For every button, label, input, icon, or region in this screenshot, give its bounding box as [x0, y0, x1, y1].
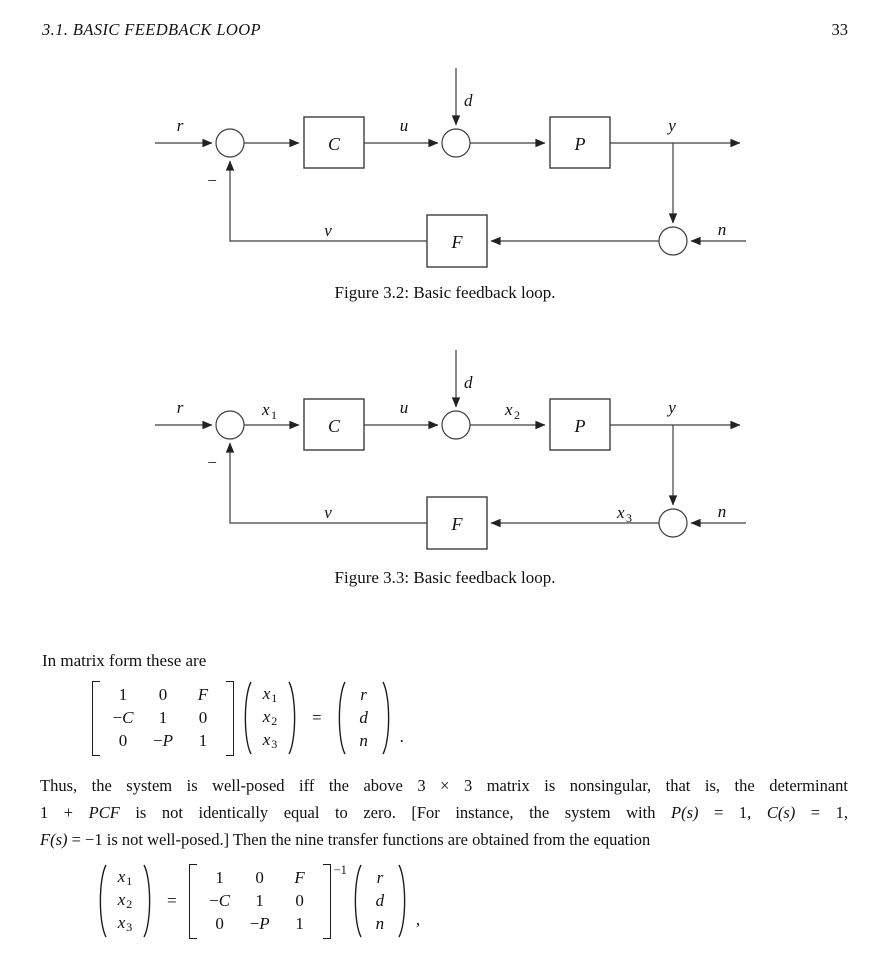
equals-sign: =: [312, 708, 322, 727]
state-x2-subscript: 2: [514, 408, 520, 422]
paragraph-line-3: F(s) = −1 is not well-posed.] Then the nine transfer functions are obtained from the equation: [40, 830, 651, 849]
signal-u-label: u: [399, 116, 409, 135]
matrix-cell: 0: [215, 914, 224, 933]
left-paren: [240, 679, 253, 757]
vector-cell: x1: [262, 684, 278, 705]
right-paren: [381, 679, 394, 757]
right-paren: [397, 862, 410, 940]
input-vector: [347, 684, 381, 753]
matrix-cell: 1: [198, 731, 208, 750]
matrix-cell: −P: [249, 914, 270, 933]
summing-junction-2: [442, 411, 470, 439]
signal-n-label: n: [717, 220, 727, 239]
signal-y-label: y: [668, 398, 676, 417]
state-x2-label: x: [505, 400, 513, 419]
feedback-label: F: [451, 232, 463, 252]
matrix-cell: −P: [153, 731, 173, 750]
vector-cell: d: [375, 891, 385, 910]
left-square-bracket: [92, 681, 100, 756]
coefficient-matrix: [103, 684, 223, 753]
body-paragraph: [40, 772, 848, 853]
running-header-section: 3.1. BASIC FEEDBACK LOOP: [42, 20, 262, 39]
minus-sign-label: −: [206, 453, 218, 472]
minus-sign-label: −: [206, 171, 218, 190]
left-square-bracket: [189, 864, 197, 939]
right-square-bracket: [226, 681, 234, 756]
left-paren: [95, 862, 108, 940]
state-x1-label: x: [262, 400, 270, 419]
summing-junction-1: [216, 411, 244, 439]
summing-junction-3: [659, 509, 687, 537]
signal-d-label: d: [464, 91, 473, 110]
vector-cell: r: [360, 685, 367, 704]
feedback-label: F: [451, 514, 463, 534]
state-x1-subscript: 1: [271, 408, 277, 422]
controller-label: C: [327, 134, 341, 154]
vector-cell: x1: [117, 867, 133, 888]
state-x3-subscript: 3: [626, 511, 632, 525]
signal-v-label: v: [324, 503, 332, 522]
equals-sign: =: [167, 891, 177, 910]
signal-n-label: n: [717, 502, 727, 521]
equation-inverse-form: [95, 862, 420, 940]
signal-v-label: v: [324, 221, 332, 240]
input-vector: [363, 867, 397, 936]
intro-sentence: In matrix form these are: [42, 651, 207, 670]
vector-cell: x2: [262, 707, 278, 728]
signal-d-label: d: [464, 373, 473, 392]
vector-cell: x3: [262, 730, 278, 751]
paragraph-line-1: Thus, the system is well-posed iff the above 3 × 3 matrix is nonsingular, that is, the determinant: [40, 776, 848, 795]
equation-matrix-form: [92, 679, 404, 757]
signal-r-label: r: [176, 398, 184, 417]
figure1-caption: Figure 3.2: Basic feedback loop.: [334, 283, 556, 302]
vector-cell: d: [359, 708, 368, 727]
controller-label: C: [327, 416, 341, 436]
summing-junction-3: [659, 227, 687, 255]
plant-label: P: [574, 134, 586, 154]
vector-cell: x3: [117, 913, 133, 934]
right-square-bracket: [323, 864, 331, 939]
vector-cell: r: [376, 868, 384, 887]
matrix-cell: 1: [118, 685, 128, 704]
inverse-exponent: −1: [333, 863, 347, 877]
signal-y-label: y: [668, 116, 676, 135]
matrix-cell: 0: [255, 868, 264, 887]
left-paren: [350, 862, 363, 940]
matrix-cell: F: [294, 868, 305, 887]
right-paren: [287, 679, 300, 757]
matrix-cell: 0: [118, 731, 128, 750]
running-header-page-number: 33: [831, 20, 848, 39]
vector-cell: x2: [117, 890, 133, 911]
summing-junction-1: [216, 129, 244, 157]
signal-u-label: u: [399, 398, 409, 417]
state-vector: [253, 684, 287, 753]
vector-cell: n: [359, 731, 368, 750]
paragraph-line-2: 1 + PCF is not identically equal to zero. [For instance, the system with P(s) = 1, C(s) = 1,: [40, 803, 848, 822]
equation-period: .: [399, 727, 404, 746]
coefficient-matrix: [200, 867, 320, 936]
matrix-cell: 1: [255, 891, 264, 910]
figure-3-2-block-diagram: [0, 60, 890, 275]
matrix-cell: 0: [198, 708, 208, 727]
figure2-caption: Figure 3.3: Basic feedback loop.: [334, 568, 556, 587]
matrix-cell: 1: [158, 708, 168, 727]
figure-3-3-block-diagram: [0, 342, 890, 557]
summing-junction-2: [442, 129, 470, 157]
equation-comma: ,: [415, 910, 421, 929]
matrix-cell: 0: [158, 685, 168, 704]
matrix-cell: 1: [295, 914, 304, 933]
matrix-cell: 0: [295, 891, 304, 910]
signal-r-label: r: [176, 116, 184, 135]
right-paren: [142, 862, 155, 940]
plant-label: P: [574, 416, 586, 436]
state-x3-label: x: [617, 503, 625, 522]
matrix-cell: −C: [209, 891, 231, 910]
left-paren: [334, 679, 347, 757]
matrix-cell: F: [197, 685, 209, 704]
state-vector: [108, 867, 142, 936]
vector-cell: n: [375, 914, 385, 933]
matrix-cell: −C: [112, 708, 134, 727]
matrix-cell: 1: [215, 868, 224, 887]
